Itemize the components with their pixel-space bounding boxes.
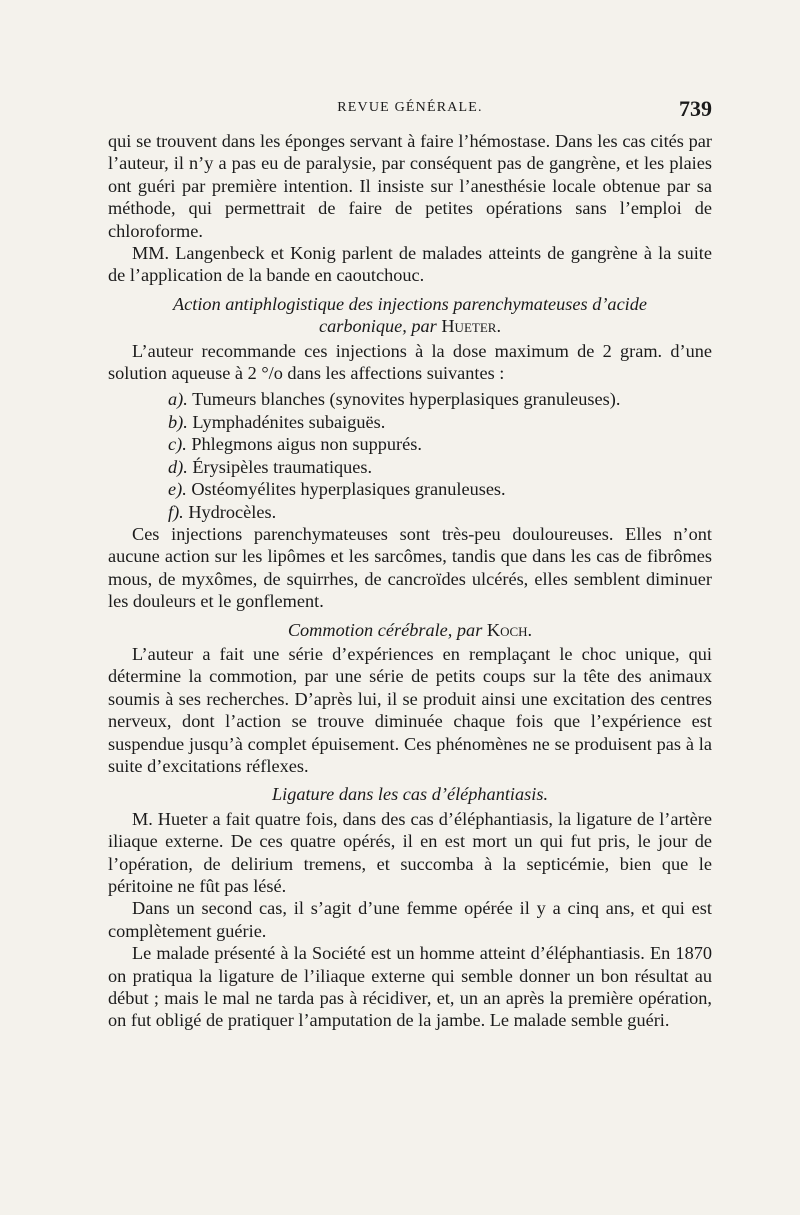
list-marker: c). xyxy=(168,434,187,455)
paragraph-commotion: L’auteur a fait une série d’expériences en remplaçant le choc unique, qui détermine la commotion, par une série de petits coups sur la tête des animaux soumis à ses recherches. D’après lui, il se produit ainsi une excitation des centres nerveux, dont l’action se trouve diminuée chaque fois que l’expérience est suspendue jusqu’à complet épuisement. Ces phénomènes ne se produisent pas à la suite d’excitations réflexes. xyxy=(108,643,712,776)
section-title: Ligature dans les cas d’éléphantiasis. xyxy=(271,784,549,805)
list-item xyxy=(108,478,712,500)
page-header xyxy=(108,96,712,126)
list-item xyxy=(108,411,712,433)
section-title: Action antiphlogistique des injections parenchymateuses d’acide carbonique, par xyxy=(172,293,648,337)
body-text xyxy=(108,130,712,1032)
list-item-text: Phlegmons aigus non suppurés. xyxy=(191,434,422,455)
list-marker: d). xyxy=(168,456,188,477)
list-item-text: Lymphadénites subaiguës. xyxy=(192,411,386,432)
paragraph-injections: L’auteur recommande ces injections à la dose maximum de 2 gram. d’une solution aqueuse à 2 °/o dans les affections suivantes : xyxy=(108,340,712,384)
running-head: REVUE GÉNÉRALE. xyxy=(337,100,483,115)
section-author: Hueter. xyxy=(441,316,502,337)
list-marker: a). xyxy=(168,389,188,410)
section-author: Koch. xyxy=(486,619,533,640)
section-heading-koch xyxy=(108,619,712,641)
affections-list xyxy=(108,388,712,522)
list-marker: b). xyxy=(168,411,188,432)
list-item-text: Érysipèles traumatiques. xyxy=(192,456,373,477)
section-heading-hueter xyxy=(108,293,712,338)
section-title: Commotion cérébrale, par xyxy=(287,619,483,640)
paragraph-ligature-2: Dans un second cas, il s’agit d’une femme opérée il y a cinq ans, et qui est complètement guérie. xyxy=(108,898,712,941)
list-marker: f). xyxy=(168,501,184,522)
section-heading-ligature xyxy=(108,783,712,805)
page-number: 739 xyxy=(679,96,712,121)
paragraph-ligature-1: M. Hueter a fait quatre fois, dans des cas d’éléphantiasis, la ligature de l’artère iliaque externe. De ces quatre opérés, il en est mort un qui fut pris, le jour de l’opération, de delirium tremens, et succomba à la septicémie, bien que le péritoine ne fût pas lésé. xyxy=(108,808,712,896)
list-item xyxy=(108,388,712,410)
list-item xyxy=(108,501,712,523)
list-item-text: Ostéomyélites hyperplasiques granuleuses. xyxy=(191,479,506,500)
paragraph-ligature-3: Le malade présenté à la Société est un homme atteint d’éléphantiasis. En 1870 on pratiqua la ligature de l’iliaque externe qui semble donner un bon résultat au début ; mais le mal ne tarda pas à récidiver, et, un an après la première opération, on fut obligé de pratiquer l’amputation de la jambe. Le malade semble guéri. xyxy=(108,943,712,1031)
list-item-text: Tumeurs blanches (synovites hyperplasiques granuleuses). xyxy=(192,389,621,410)
paragraph-injections-effects: Ces injections parenchymateuses sont très-peu douloureuses. Elles n’ont aucune action sur les lipômes et les sarcômes, tandis que dans les cas de fibrômes mous, de myxômes, de squirrhes, de cancroïdes ulcérés, elles semblent diminuer les douleurs et le gonflement. xyxy=(108,523,712,612)
list-item xyxy=(108,456,712,478)
list-marker: e). xyxy=(168,479,187,500)
paragraph-langenbeck: MM. Langenbeck et Konig parlent de malades atteints de gangrène à la suite de l’application de la bande en caoutchouc. xyxy=(108,243,712,286)
list-item-text: Hydrocèles. xyxy=(188,501,277,522)
list-item xyxy=(108,433,712,455)
paragraph-continuation: qui se trouvent dans les éponges servant à faire l’hémostase. Dans les cas cités par l’auteur, il n’y a pas eu de paralysie, par conséquent pas de gangrène, et les plaies ont guéri par première intention. Il insiste sur l’anesthésie locale obtenue par sa méthode, qui permettrait de faire de petites opérations sans l’emploi de chloroforme. xyxy=(108,131,712,241)
